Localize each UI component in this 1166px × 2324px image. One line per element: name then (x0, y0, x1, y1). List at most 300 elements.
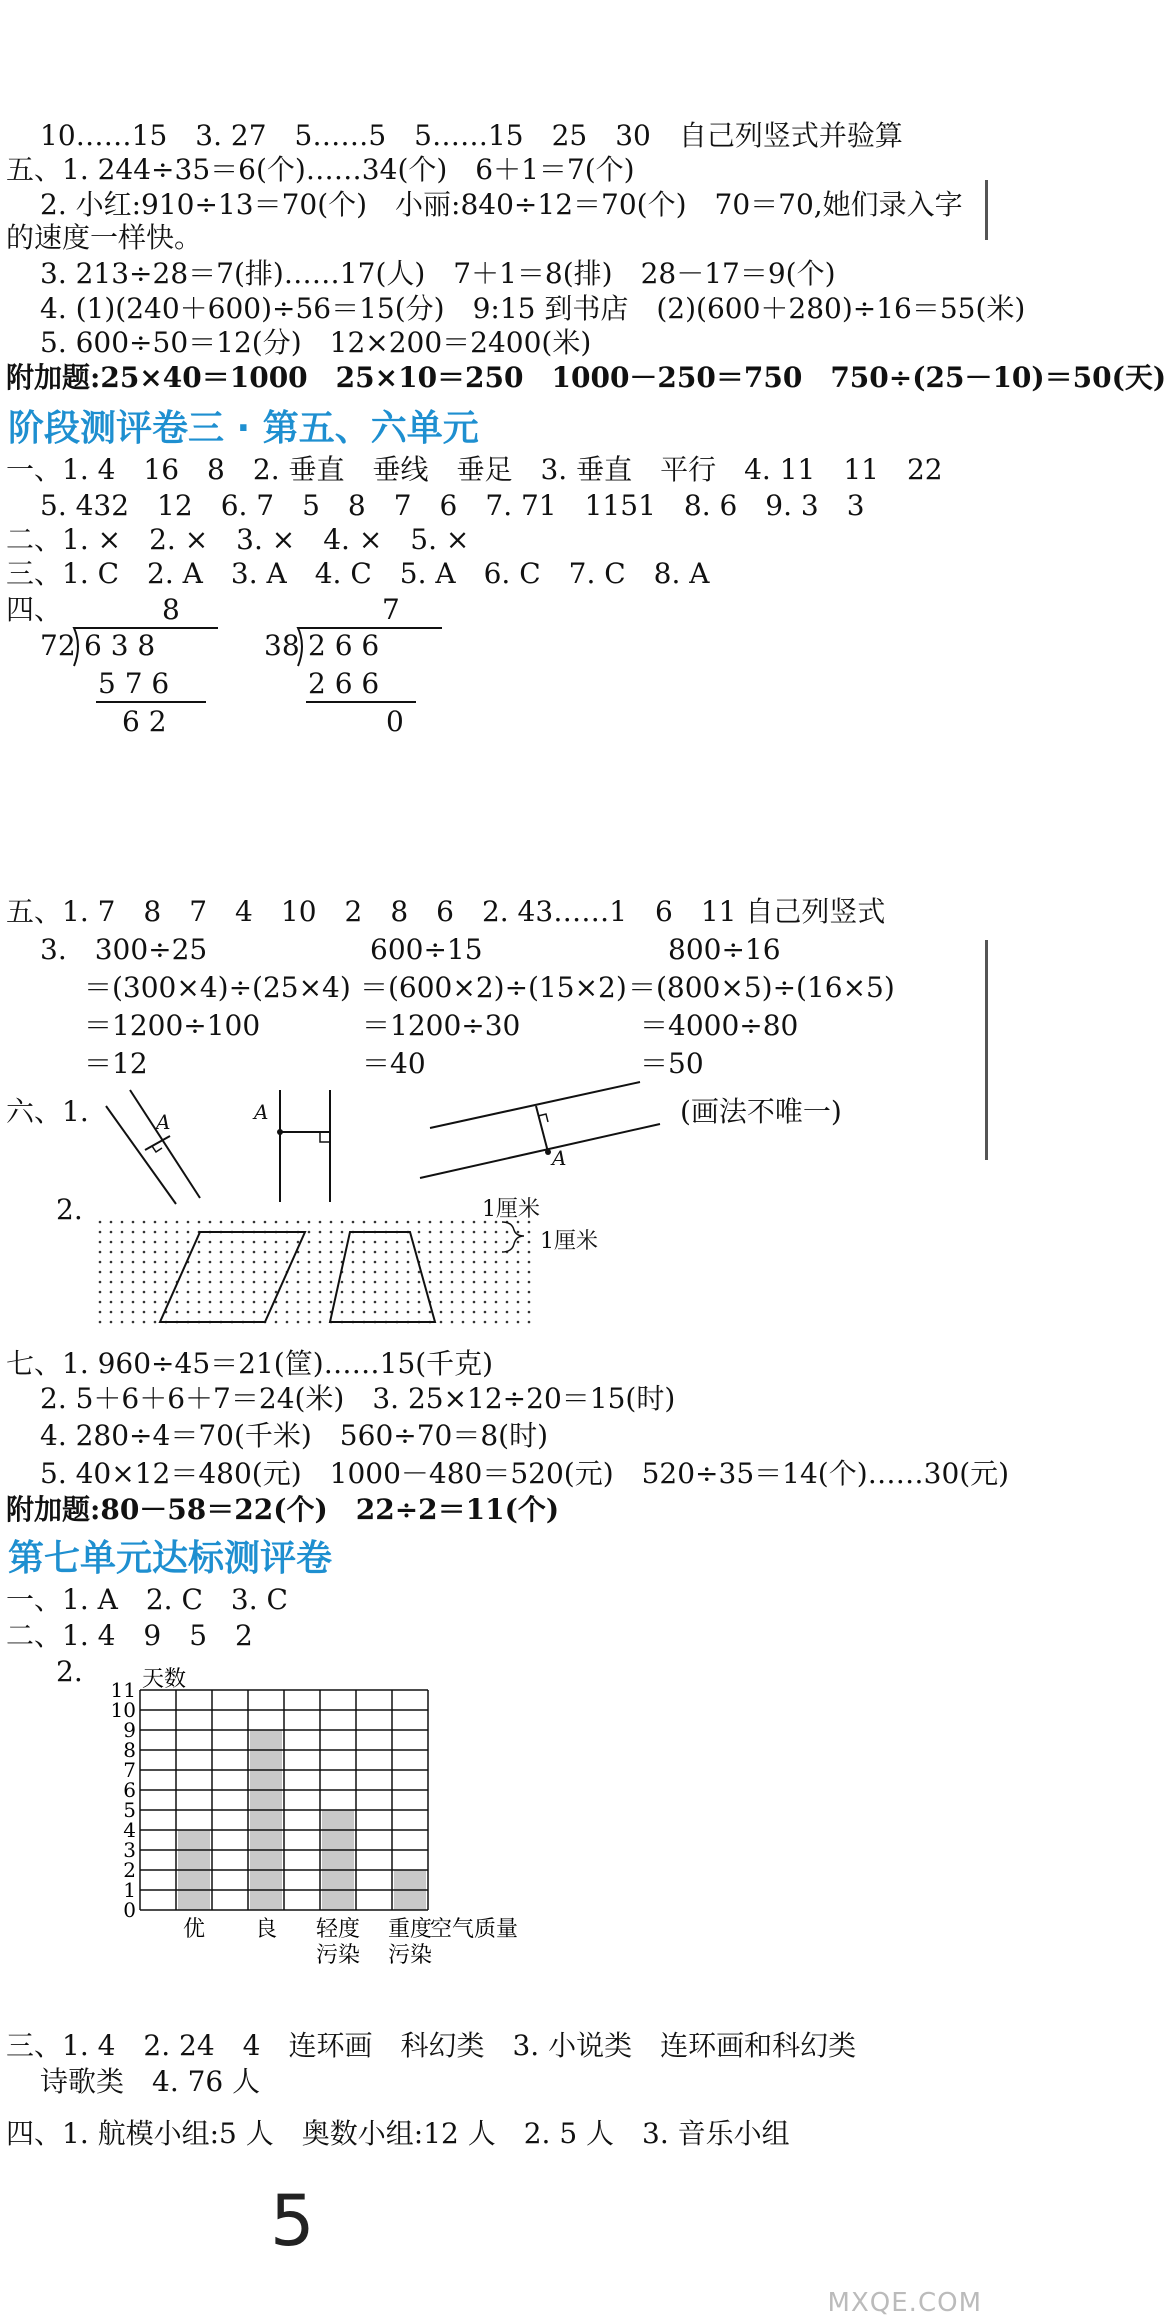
grid-dot (341, 1281, 344, 1284)
grid-dot (396, 1261, 399, 1264)
grid-dot (308, 1251, 311, 1254)
grid-dot (187, 1221, 190, 1224)
grid-dot (253, 1281, 256, 1284)
grid-dot (308, 1301, 311, 1304)
answer-line: 的速度一样快。 (6, 221, 203, 254)
grid-dot (495, 1231, 498, 1234)
quotient: 7 (382, 593, 400, 626)
grid-dot (528, 1301, 531, 1304)
grid-dot (143, 1321, 146, 1324)
grid-dot (209, 1251, 212, 1254)
grid-dot (385, 1251, 388, 1254)
grid-dot (374, 1291, 377, 1294)
grid-dot (143, 1311, 146, 1314)
section-heading: 阶段测评卷三 · 第五、六单元 (8, 408, 479, 449)
grid-dot (209, 1311, 212, 1314)
grid-dot (462, 1271, 465, 1274)
grid-dot (297, 1321, 300, 1324)
grid-dot (121, 1321, 124, 1324)
grid-dot (440, 1221, 443, 1224)
grid-dot (319, 1301, 322, 1304)
grid-dot (352, 1221, 355, 1224)
grid-dot (451, 1241, 454, 1244)
grid-dot (330, 1261, 333, 1264)
grid-dot (418, 1221, 421, 1224)
grid-dot (242, 1251, 245, 1254)
grid-dot (363, 1271, 366, 1274)
grid-dot (462, 1221, 465, 1224)
grid-dot (121, 1261, 124, 1264)
dividend: 2 6 6 (308, 629, 380, 662)
grid-dot (187, 1241, 190, 1244)
grid-dot (473, 1301, 476, 1304)
grid-dot (253, 1291, 256, 1294)
grid-dot (187, 1231, 190, 1234)
grid-dot (407, 1221, 410, 1224)
answer-line: ＝40 (362, 1047, 426, 1080)
grid-dot (341, 1231, 344, 1234)
grid-dot (187, 1301, 190, 1304)
grid-dot (396, 1271, 399, 1274)
y-tick-label: 4 (123, 1818, 136, 1842)
grid-dot (198, 1261, 201, 1264)
grid-dot (264, 1251, 267, 1254)
dot-grid (90, 1222, 540, 1332)
grid-dot (407, 1251, 410, 1254)
grid-dot (352, 1281, 355, 1284)
grid-dot (176, 1221, 179, 1224)
grid-dot (517, 1321, 520, 1324)
grid-dot (231, 1291, 234, 1294)
y-tick-label: 1 (123, 1878, 136, 1902)
long-division-2 (264, 592, 464, 772)
grid-dot (187, 1251, 190, 1254)
grid-dot (363, 1301, 366, 1304)
grid-dot (484, 1301, 487, 1304)
grid-dot (110, 1271, 113, 1274)
grid-dot (473, 1271, 476, 1274)
grid-dot (352, 1311, 355, 1314)
grid-dot (517, 1261, 520, 1264)
grid-dot (341, 1291, 344, 1294)
grid-dot (110, 1301, 113, 1304)
grid-dot (330, 1301, 333, 1304)
handwritten-page-mark: 5 (270, 2180, 315, 2262)
grid-dot (198, 1301, 201, 1304)
grid-dot (308, 1291, 311, 1294)
x-tick-label: 轻度 (315, 1917, 361, 1942)
remainder: 6 2 (122, 705, 167, 738)
grid-dot (484, 1261, 487, 1264)
grid-dot (374, 1271, 377, 1274)
grid-dot (429, 1311, 432, 1314)
grid-dot (176, 1261, 179, 1264)
grid-dot (429, 1241, 432, 1244)
answer-line: 一、1. 4 16 8 2. 垂直 垂线 垂足 3. 垂直 平行 4. 11 11 22 (6, 453, 943, 486)
grid-dot (462, 1281, 465, 1284)
grid-dot (385, 1241, 388, 1244)
grid-dot (176, 1291, 179, 1294)
grid-dot (495, 1271, 498, 1274)
grid-dot (209, 1291, 212, 1294)
grid-dot (154, 1221, 157, 1224)
grid-dot (440, 1311, 443, 1314)
y-tick-label: 2 (123, 1858, 136, 1882)
grid-dot (308, 1221, 311, 1224)
grid-dot (110, 1231, 113, 1234)
grid-dot (165, 1261, 168, 1264)
unit-brace (500, 1218, 540, 1258)
grid-dot (528, 1311, 531, 1314)
grid-dot (495, 1301, 498, 1304)
grid-dot (99, 1321, 102, 1324)
grid-dot (242, 1301, 245, 1304)
unit-label: 1厘米 (482, 1197, 540, 1222)
section-heading: 第七单元达标测评卷 (8, 1538, 333, 1579)
grid-dot (264, 1221, 267, 1224)
grid-dot (363, 1291, 366, 1294)
grid-dot (209, 1281, 212, 1284)
grid-dot (154, 1251, 157, 1254)
grid-dot (154, 1311, 157, 1314)
grid-dot (132, 1281, 135, 1284)
grid-dot (352, 1271, 355, 1274)
grid-dot (385, 1291, 388, 1294)
answer-line: ＝1200÷30 (362, 1009, 521, 1042)
grid-dot (330, 1221, 333, 1224)
grid-dot (308, 1311, 311, 1314)
grid-dot (264, 1291, 267, 1294)
answer-line: 4. 280÷4＝70(千米) 560÷70＝8(时) (40, 1419, 549, 1452)
grid-dot (396, 1301, 399, 1304)
grid-dot (110, 1311, 113, 1314)
grid-dot (308, 1271, 311, 1274)
grid-dot (187, 1291, 190, 1294)
grid-dot (506, 1321, 509, 1324)
y-tick-label: 6 (123, 1778, 136, 1802)
grid-dot (121, 1301, 124, 1304)
grid-dot (99, 1241, 102, 1244)
grid-dot (264, 1281, 267, 1284)
answer-line: 五、1. 7 8 7 4 10 2 8 6 2. 43……1 6 11 自己列竖式 (6, 895, 886, 928)
grid-dot (396, 1291, 399, 1294)
grid-dot (396, 1251, 399, 1254)
grid-dot (418, 1291, 421, 1294)
y-tick-label: 10 (110, 1698, 136, 1722)
grid-dot (220, 1291, 223, 1294)
grid-dot (132, 1271, 135, 1274)
grid-dot (154, 1281, 157, 1284)
y-tick-label: 8 (123, 1738, 136, 1762)
grid-dot (451, 1271, 454, 1274)
grid-dot (451, 1321, 454, 1324)
grid-dot (165, 1241, 168, 1244)
grid-dot (286, 1311, 289, 1314)
grid-dot (143, 1251, 146, 1254)
grid-dot (451, 1221, 454, 1224)
grid-dot (319, 1271, 322, 1274)
answer-line: ＝(300×4)÷(25×4) (84, 971, 351, 1004)
grid-dot (495, 1251, 498, 1254)
y-tick-label: 3 (123, 1838, 136, 1862)
grid-dot (319, 1261, 322, 1264)
grid-dot (341, 1241, 344, 1244)
grid-dot (121, 1241, 124, 1244)
grid-dot (319, 1221, 322, 1224)
quotient: 8 (162, 593, 180, 626)
grid-dot (198, 1281, 201, 1284)
grid-dot (407, 1281, 410, 1284)
answer-line: 二、1. 4 9 5 2 (6, 1619, 253, 1652)
grid-dot (462, 1301, 465, 1304)
y-tick-label: 7 (123, 1758, 136, 1782)
x-tick-label: 污染 (387, 1943, 433, 1968)
grid-dot (506, 1301, 509, 1304)
grid-dot (286, 1261, 289, 1264)
grid-dot (308, 1241, 311, 1244)
grid-dot (231, 1241, 234, 1244)
grid-dot (440, 1281, 443, 1284)
x-tick-label: 优 (182, 1917, 206, 1942)
grid-dot (407, 1271, 410, 1274)
answer-line: ＝12 (84, 1047, 148, 1080)
grid-dot (253, 1241, 256, 1244)
grid-dot (374, 1301, 377, 1304)
grid-dot (253, 1311, 256, 1314)
answer-line: 3. 213÷28＝7(排)……17(人) 7＋1＝8(排) 28－17＝9(个) (40, 257, 836, 290)
answer-line: 4. (1)(240＋600)÷56＝15(分) 9:15 到书店 (2)(600＋280)÷16＝55(米) (40, 292, 1026, 325)
grid-dot (275, 1251, 278, 1254)
grid-dot (374, 1311, 377, 1314)
grid-dot (308, 1261, 311, 1264)
grid-dot (220, 1241, 223, 1244)
grid-dot (121, 1271, 124, 1274)
grid-dot (517, 1281, 520, 1284)
grid-dot (220, 1271, 223, 1274)
grid-dot (385, 1311, 388, 1314)
grid-dot (374, 1241, 377, 1244)
grid-dot (165, 1231, 168, 1234)
unit-label: 1厘米 (540, 1229, 598, 1254)
grid-dot (154, 1301, 157, 1304)
grid-dot (330, 1281, 333, 1284)
answer-line: 5. 432 12 6. 7 5 8 7 6 7. 71 1151 8. 6 9. 3 3 (40, 489, 865, 522)
grid-dot (319, 1291, 322, 1294)
grid-dot (154, 1321, 157, 1324)
division-bracket (292, 626, 452, 670)
grid-dot (121, 1311, 124, 1314)
grid-dot (99, 1301, 102, 1304)
grid-dot (495, 1291, 498, 1294)
grid-dot (473, 1241, 476, 1244)
answer-line: 一、1. A 2. C 3. C (6, 1583, 288, 1616)
grid-dot (253, 1271, 256, 1274)
grid-dot (330, 1291, 333, 1294)
grid-dot (308, 1281, 311, 1284)
grid-dot (110, 1281, 113, 1284)
grid-dot (473, 1261, 476, 1264)
grid-dot (297, 1221, 300, 1224)
grid-dot (209, 1271, 212, 1274)
grid-dot (176, 1241, 179, 1244)
grid-dot (176, 1311, 179, 1314)
grid-dot (242, 1291, 245, 1294)
grid-dot (330, 1271, 333, 1274)
answer-line: 2. (56, 1655, 83, 1688)
grid-dot (506, 1271, 509, 1274)
grid-dot (286, 1241, 289, 1244)
grid-dot (253, 1221, 256, 1224)
grid-dot (484, 1251, 487, 1254)
grid-dot (242, 1221, 245, 1224)
grid-dot (363, 1281, 366, 1284)
grid-dot (121, 1231, 124, 1234)
air-quality-bar-chart (90, 1650, 650, 1968)
grid-dot (110, 1221, 113, 1224)
grid-dot (176, 1231, 179, 1234)
grid-dot (341, 1251, 344, 1254)
grid-dot (253, 1301, 256, 1304)
grid-dot (363, 1311, 366, 1314)
grid-dot (440, 1321, 443, 1324)
point-label-a: A (552, 1146, 567, 1170)
grid-dot (242, 1281, 245, 1284)
grid-dot (220, 1221, 223, 1224)
grid-dot (352, 1251, 355, 1254)
grid-dot (220, 1261, 223, 1264)
grid-dot (429, 1281, 432, 1284)
grid-dot (528, 1271, 531, 1274)
grid-dot (330, 1231, 333, 1234)
grid-dot (374, 1251, 377, 1254)
grid-dot (407, 1241, 410, 1244)
y-tick-label: 11 (110, 1678, 136, 1702)
grid-dot (143, 1271, 146, 1274)
grid-dot (187, 1281, 190, 1284)
grid-dot (462, 1311, 465, 1314)
grid-dot (396, 1221, 399, 1224)
answer-line: ＝50 (640, 1047, 704, 1080)
grid-dot (385, 1281, 388, 1284)
grid-dot (110, 1251, 113, 1254)
grid-dot (110, 1241, 113, 1244)
grid-dot (231, 1271, 234, 1274)
y-tick-label: 9 (123, 1718, 136, 1742)
grid-dot (132, 1231, 135, 1234)
grid-dot (165, 1221, 168, 1224)
grid-dot (330, 1251, 333, 1254)
grid-dot (308, 1321, 311, 1324)
grid-dot (264, 1261, 267, 1264)
drawing-note: (画法不唯一) (680, 1095, 842, 1128)
grid-dot (374, 1281, 377, 1284)
grid-dot (198, 1221, 201, 1224)
grid-dot (517, 1271, 520, 1274)
answer-line: 5. 600÷50＝12(分) 12×200＝2400(米) (40, 326, 592, 359)
answer-line: 四、1. 航模小组:5 人 奥数小组:12 人 2. 5 人 3. 音乐小组 (6, 2117, 790, 2150)
divisor: 72 (40, 629, 76, 662)
grid-dot (99, 1281, 102, 1284)
grid-dot (110, 1261, 113, 1264)
grid-dot (231, 1261, 234, 1264)
grid-dot (242, 1311, 245, 1314)
x-tick-label: 重度 (387, 1917, 433, 1942)
product: 2 6 6 (308, 667, 380, 700)
grid-dot (528, 1281, 531, 1284)
grid-dot (451, 1311, 454, 1314)
grid-dot (165, 1281, 168, 1284)
grid-dot (451, 1231, 454, 1234)
grid-dot (132, 1301, 135, 1304)
grid-dot (275, 1281, 278, 1284)
grid-dot (99, 1261, 102, 1264)
grid-dot (385, 1261, 388, 1264)
x-axis-label: 空气质量 (430, 1917, 519, 1942)
grid-dot (319, 1241, 322, 1244)
grid-dot (187, 1311, 190, 1314)
grid-dot (429, 1271, 432, 1274)
long-division-1 (40, 592, 240, 772)
grid-dot (451, 1301, 454, 1304)
grid-dot (374, 1221, 377, 1224)
divisor: 38 (264, 629, 300, 662)
grid-dot (319, 1321, 322, 1324)
grid-dot (165, 1301, 168, 1304)
grid-dot (473, 1221, 476, 1224)
grid-dot (132, 1241, 135, 1244)
grid-dot (121, 1281, 124, 1284)
answer-line: 10……15 3. 27 5……5 5……15 25 30 自己列竖式并验算 (40, 119, 903, 152)
grid-dot (506, 1261, 509, 1264)
answer-line: 六、1. (6, 1095, 89, 1128)
grid-dot (418, 1281, 421, 1284)
grid-dot (198, 1311, 201, 1314)
grid-dot (440, 1241, 443, 1244)
grid-dot (462, 1241, 465, 1244)
grid-dot (132, 1321, 135, 1324)
answer-line: 二、1. × 2. × 3. × 4. × 5. × (6, 523, 470, 556)
grid-dot (495, 1261, 498, 1264)
grid-dot (198, 1241, 201, 1244)
grid-dot (429, 1221, 432, 1224)
grid-dot (220, 1311, 223, 1314)
grid-dot (154, 1261, 157, 1264)
grid-dot (275, 1221, 278, 1224)
grid-dot (264, 1301, 267, 1304)
grid-dot (143, 1241, 146, 1244)
grid-dot (264, 1241, 267, 1244)
grid-dot (132, 1261, 135, 1264)
grid-dot (165, 1251, 168, 1254)
grid-dot (462, 1291, 465, 1294)
grid-dot (275, 1311, 278, 1314)
division-bracket (68, 626, 228, 670)
grid-dot (440, 1231, 443, 1234)
grid-dot (209, 1221, 212, 1224)
answer-line: 2. (56, 1193, 83, 1226)
grid-dot (264, 1271, 267, 1274)
grid-dot (253, 1251, 256, 1254)
grid-dot (495, 1321, 498, 1324)
grid-dot (154, 1231, 157, 1234)
grid-dot (517, 1291, 520, 1294)
grid-dot (165, 1271, 168, 1274)
answer-line: 三、1. C 2. A 3. A 4. C 5. A 6. C 7. C 8. A (6, 557, 710, 590)
answer-line: 四、 (6, 593, 63, 626)
answer-line: ＝(600×2)÷(15×2) (360, 971, 627, 1004)
grid-dot (319, 1231, 322, 1234)
grid-dot (143, 1281, 146, 1284)
